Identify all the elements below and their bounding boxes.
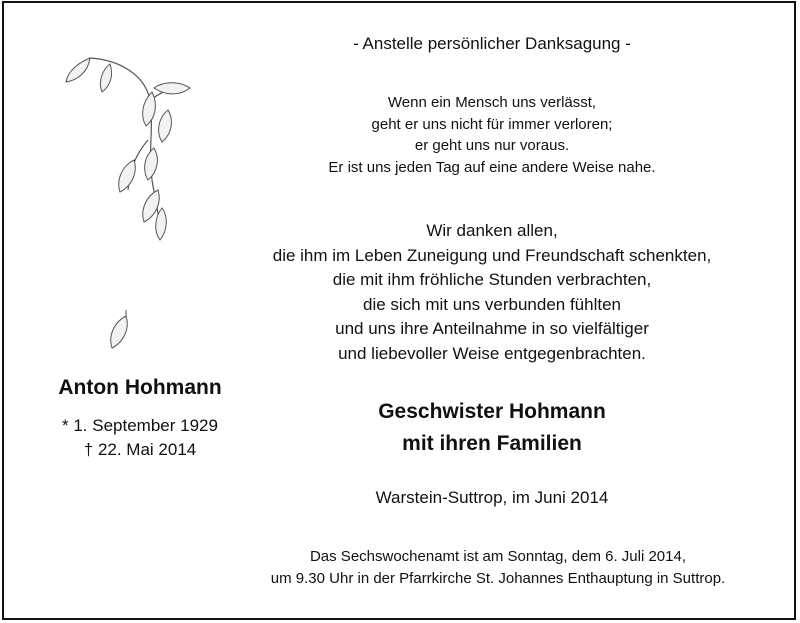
place-date: Warstein-Suttrop, im Juni 2014 bbox=[375, 488, 609, 507]
thanks-block bbox=[220, 219, 764, 366]
leaf-icon bbox=[159, 110, 172, 142]
leaf-icon bbox=[66, 58, 90, 82]
signer-line: Geschwister Hohmann bbox=[378, 400, 606, 423]
thanks-line: und uns ihre Anteilnahme in so vielfältiger bbox=[335, 319, 649, 338]
service-line: Das Sechswochenamt ist am Sonntag, dem 6. Juli 2014, bbox=[309, 548, 687, 565]
quote-line: Wenn ein Mensch uns verlässt, bbox=[387, 94, 597, 111]
leaf-icon bbox=[100, 64, 111, 92]
thanks-line: Wir danken allen, bbox=[426, 221, 558, 240]
thanks-line: die ihm im Leben Zuneigung und Freundschaft schenkten, bbox=[272, 245, 712, 265]
birch-branch-illustration bbox=[50, 40, 200, 360]
birth-date: * 1. September 1929 bbox=[62, 416, 218, 435]
signer-line: mit ihren Familien bbox=[402, 432, 582, 455]
notice-heading: - Anstelle persönlicher Danksagung - bbox=[353, 34, 631, 53]
thanks-line: die sich mit uns verbunden fühlten bbox=[363, 294, 621, 314]
leaf-icon bbox=[111, 316, 127, 348]
leaf-icon bbox=[143, 92, 156, 126]
leaf-icon bbox=[154, 83, 190, 94]
quote-line: er geht uns nur voraus. bbox=[414, 137, 570, 154]
signers-block bbox=[220, 396, 764, 460]
service-line: um 9.30 Uhr in der Pfarrkirche St. Johannes Enthauptung in Suttrop. bbox=[270, 570, 726, 587]
quote-block bbox=[220, 92, 764, 178]
death-date: † 22. Mai 2014 bbox=[83, 440, 197, 459]
thanks-line: und liebevoller Weise entgegenbrachten. bbox=[338, 343, 646, 363]
quote-line: Er ist uns jeden Tag auf eine andere Weise nahe. bbox=[328, 158, 656, 176]
leaf-icon bbox=[119, 160, 135, 192]
deceased-name: Anton Hohmann bbox=[58, 376, 222, 399]
quote-line: geht er uns nicht für immer verloren; bbox=[371, 115, 613, 133]
leaf-icon bbox=[145, 148, 158, 180]
thanks-line: die mit ihm fröhliche Stunden verbrachten, bbox=[332, 270, 652, 289]
service-info bbox=[210, 546, 786, 590]
